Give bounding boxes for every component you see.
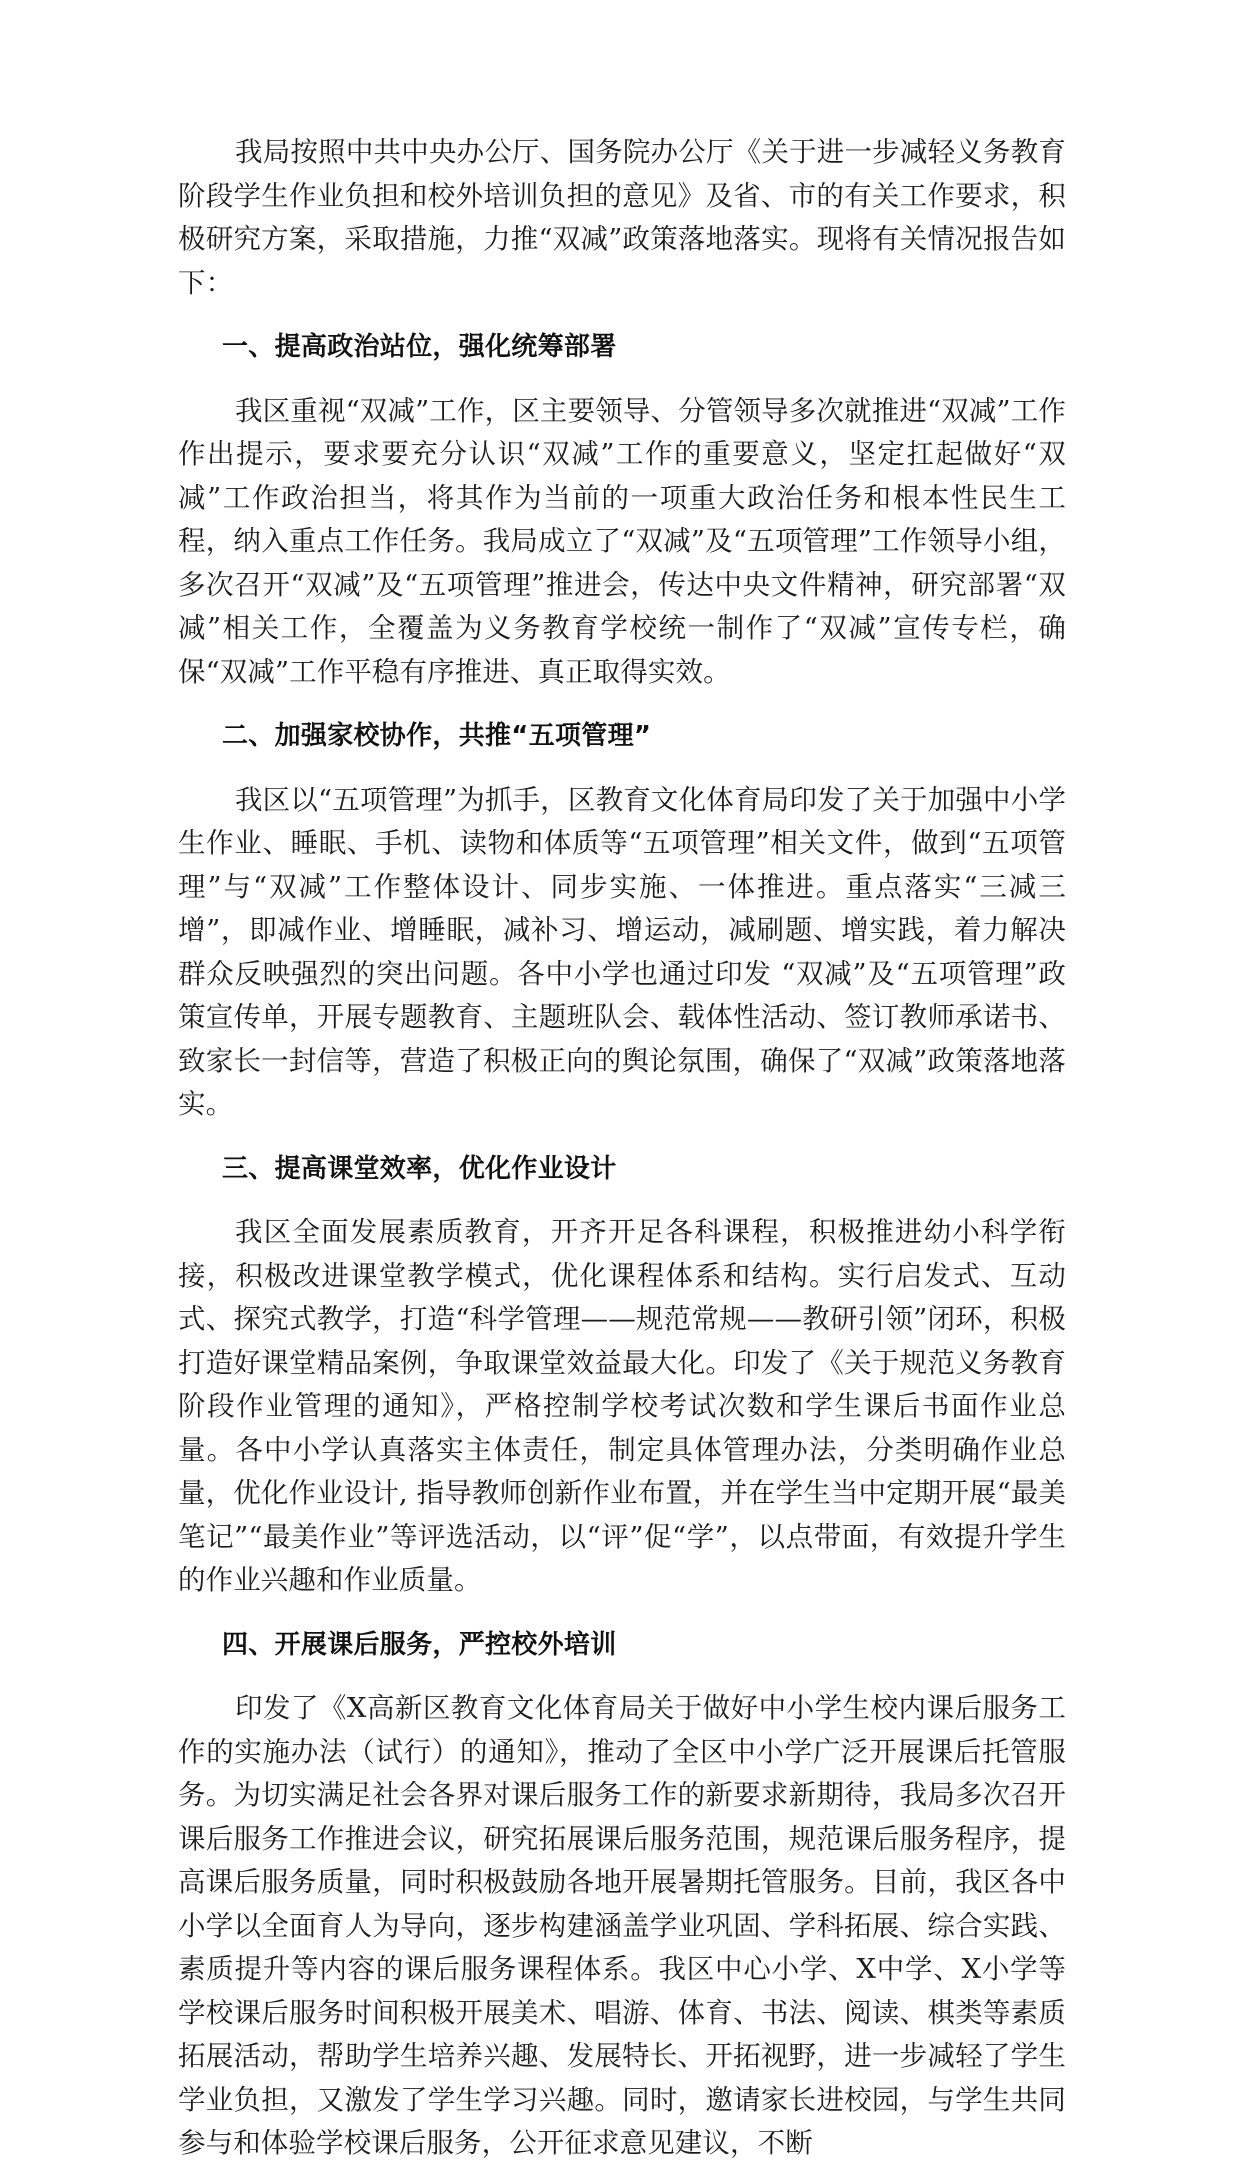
section-heading-4: 四、开展课后服务，严控校外培训: [222, 1629, 617, 1660]
document-body: [178, 131, 1066, 2166]
section-heading-2: 二、加强家校协作，共推“五项管理”: [222, 721, 652, 751]
section-heading-1: 一、提高政治站位，强化统筹部署: [222, 332, 617, 362]
section-paragraph-4: 印发了《X高新区教育文化体育局关于做好中小学生校内课后服务工作的实施办法（试行）的通知》，推动了全区中小学广泛开展课后托管服务。为切实满足社会各界对课后服务工作的新要求新期待，我局多次召开课后服务工作推进会议，研究拓展课后服务范围，规范课后服务程序，提高课后服务质量，同时积极鼓励各地开展暑期托管服务。目前，我区各中小学以全面育人为导向，逐步构建涵盖学业巩固、学科拓展、综合实践、素质提升等内容的课后服务课程体系。我区中心小学、X中学、X小学等学校课后服务时间积极开展美术、唱游、体育、书法、阅读、棋类等素质拓展活动，帮助学生培养兴趣、发展特长、开拓视野，进一步减轻了学生学业负担，又激发了学生学习兴趣。同时，邀请家长进校园，与学生共同参与和体验学校课后服务，公开征求意见建议，不断: [178, 1692, 1066, 2159]
section-paragraph-2: 我区以“五项管理”为抓手，区教育文化体育局印发了关于加强中小学生作业、睡眠、手机、读物和体质等“五项管理”相关文件，做到“五项管理”与“双减”工作整体设计、同步实施、一体推进。重点落实“三减三增”，即减作业、增睡眠，减补习、增运动，减刷题、增实践，着力解决群众反映强烈的突出问题。各中小学也通过印发 “双减”及“五项管理”政策宣传单，开展专题教育、主题班队会、载体性活动、签订教师承诺书、致家长一封信等，营造了积极正向的舆论氛围，确保了“双减”政策落地落实。: [178, 783, 1066, 1120]
section-paragraph-3: 我区全面发展素质教育，开齐开足各科课程，积极推进幼小科学衔接，积极改进课堂教学模式，优化课程体系和结构。实行启发式、互动式、探究式教学，打造“科学管理——规范常规——教研引领”闭环，积极打造好课堂精品案例，争取课堂效益最大化。印发了《关于规范义务教育阶段作业管理的通知》，严格控制学校考试次数和学生课后书面作业总量。各中小学认真落实主体责任，制定具体管理办法，分类明确作业总量，优化作业设计, 指导教师创新作业布置，并在学生当中定期开展“最美笔记”“最美作业”等评选活动，以“评”促“学”，以点带面，有效提升学生的作业兴趣和作业质量。: [178, 1216, 1066, 1596]
section-paragraph-1: 我区重视“双减”工作，区主要领导、分管领导多次就推进“双减”工作作出提示，要求要充分认识“双减”工作的重要意义，坚定扛起做好“双减”工作政治担当，将其作为当前的一项重大政治任务和根本性民生工程，纳入重点工作任务。我局成立了“双减”及“五项管理”工作领导小组，多次召开“双减”及“五项管理”推进会，传达中央文件精神，研究部署“双减”相关工作，全覆盖为义务教育学校统一制作了“双减”宣传专栏，确保“双减”工作平稳有序推进、真正取得实效。: [178, 394, 1066, 688]
intro-paragraph: 我局按照中共中央办公厅、国务院办公厅《关于进一步减轻义务教育阶段学生作业负担和校外培训负担的意见》及省、市的有关工作要求，积极研究方案，采取措施，力推“双减”政策落地落实。现将有关情况报告如下：: [178, 136, 1066, 299]
section-heading-3: 三、提高课堂效率，优化作业设计: [222, 1153, 617, 1184]
